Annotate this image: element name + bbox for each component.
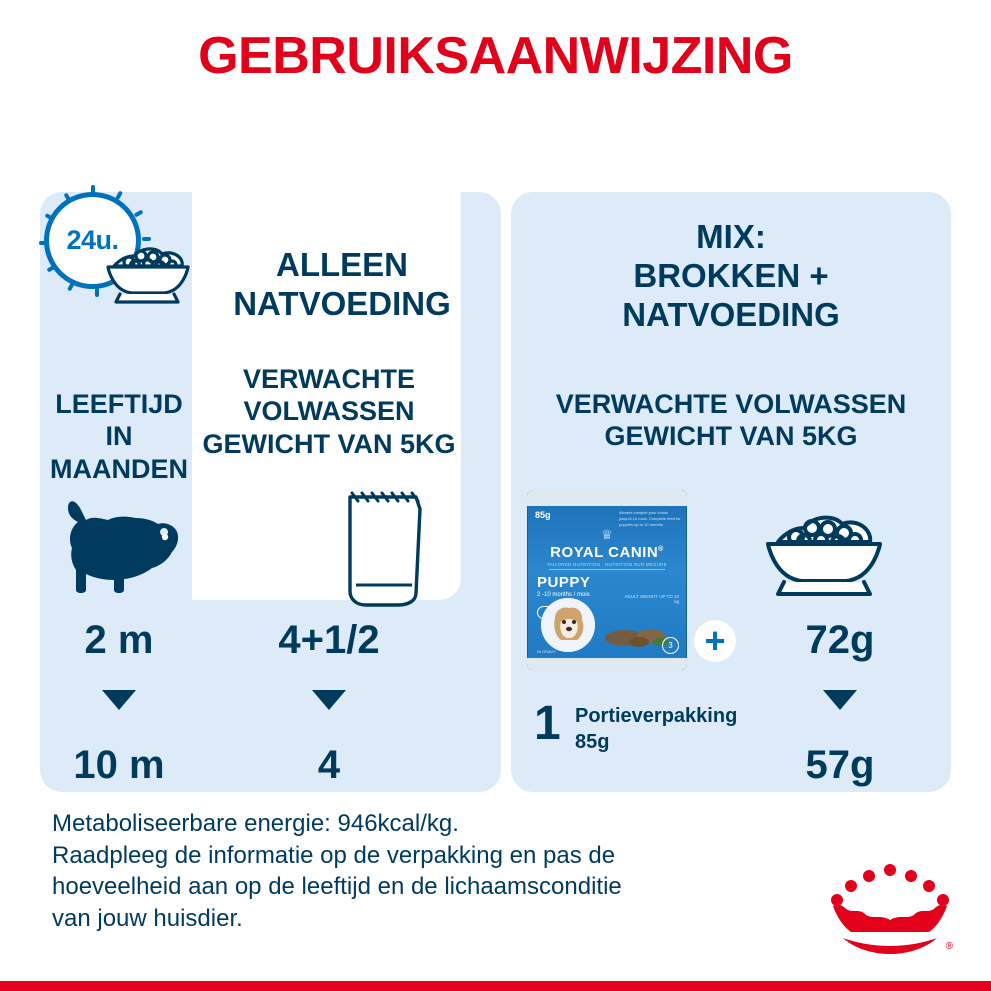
wet-only-values-column-cap <box>192 170 461 192</box>
pouch-top-seal <box>527 490 687 506</box>
pouch-tagline: TAILORED NUTRITION · NUTRITION SUR MESURE <box>547 562 667 567</box>
age-column-header-line2: MAANDEN <box>50 453 188 484</box>
pouch-fine-print: Aliment complet pour chiots jusqu'à 10 mois. Complete feed for puppies up to 10 months. <box>619 510 681 527</box>
registered-mark: ® <box>945 941 953 952</box>
wet-weight-header-line2: VOLWASSEN <box>243 396 415 427</box>
pouch-months: 2 -10 months / mois <box>537 592 590 598</box>
plus-icon: + <box>694 620 736 662</box>
age-column-header-line1: LEEFTIJD IN <box>55 389 183 452</box>
food-bowl-icon <box>104 236 200 306</box>
age-arrow-icon <box>102 690 136 710</box>
mix-heading-line1: MIX: <box>696 218 766 255</box>
pouch-count-label-line2: 85g <box>575 731 610 753</box>
wet-only-heading-line2: NATVOEDING <box>233 284 451 322</box>
kibble-from-value: 72g <box>805 618 875 662</box>
pouch-adult-weight: ADULT WEIGHT UP TO 10 kg <box>624 594 679 604</box>
pouch-divider <box>549 569 665 570</box>
footnote <box>52 808 752 935</box>
wet-arrow-icon <box>312 690 346 710</box>
wet-pouch-outline-icon <box>328 485 438 610</box>
mix-weight-header <box>519 388 943 453</box>
bottom-accent-bar <box>0 981 991 991</box>
pouch-weight-badge: 85g <box>535 510 551 520</box>
age-column-header <box>40 388 198 485</box>
pouch-number-badge: 3 <box>662 637 679 654</box>
page-title: GEBRUIKSAANWIJZING <box>198 27 793 85</box>
kibble-bowl-icon <box>760 500 895 600</box>
pouch-life-stage: PUPPY <box>537 574 591 591</box>
wet-only-heading <box>192 246 492 324</box>
wet-weight-column-header <box>200 363 458 460</box>
age-from-value: 2 m <box>84 618 154 662</box>
age-to-value: 10 m <box>73 743 165 787</box>
royal-canin-logo <box>825 862 955 958</box>
pouch-dog-photo <box>541 598 595 652</box>
mix-weight-header-line1: VERWACHTE VOLWASSEN <box>555 389 907 419</box>
pouch-count-value: 1 <box>534 697 561 750</box>
pouch-brand: ROYAL CANIN® <box>550 544 664 561</box>
kibble-to-value: 57g <box>805 743 875 787</box>
wet-weight-header-line3: GEWICHT VAN 5KG <box>202 428 456 459</box>
wet-weight-header-line1: VERWACHTE <box>242 364 416 394</box>
clock-label: 24u. <box>66 225 119 255</box>
footnote-line3: hoeveelheid aan op de leeftijd en de lichaamsconditie <box>52 873 622 901</box>
crown-icon: ♕ <box>601 527 613 542</box>
pouch-texture-label: IN GRAVY <box>537 649 556 654</box>
footnote-line1: Metaboliseerbare energie: 946kcal/kg. <box>52 810 459 837</box>
pouch-count-label <box>575 703 738 755</box>
puppy-icon <box>60 490 186 600</box>
mix-heading-line3: NATVOEDING <box>622 295 840 333</box>
mix-heading <box>511 218 951 335</box>
wet-only-heading-line1: ALLEEN <box>276 246 408 283</box>
kibble-arrow-icon <box>823 690 857 710</box>
wet-from-value: 4+1/2 <box>278 618 380 662</box>
wet-to-value: 4 <box>317 743 341 787</box>
product-pouch-image <box>527 490 687 670</box>
mix-weight-header-line2: GEWICHT VAN 5KG <box>604 421 858 452</box>
footnote-line2: Raadpleeg de informatie op de verpakking en pas de <box>52 841 616 869</box>
mix-heading-line2: BROKKEN + <box>633 256 829 294</box>
pouch-count-label-line1: Portieverpakking <box>575 705 738 727</box>
footnote-line4: van jouw huisdier. <box>52 905 243 933</box>
pouch-bottom-seal <box>527 658 687 670</box>
